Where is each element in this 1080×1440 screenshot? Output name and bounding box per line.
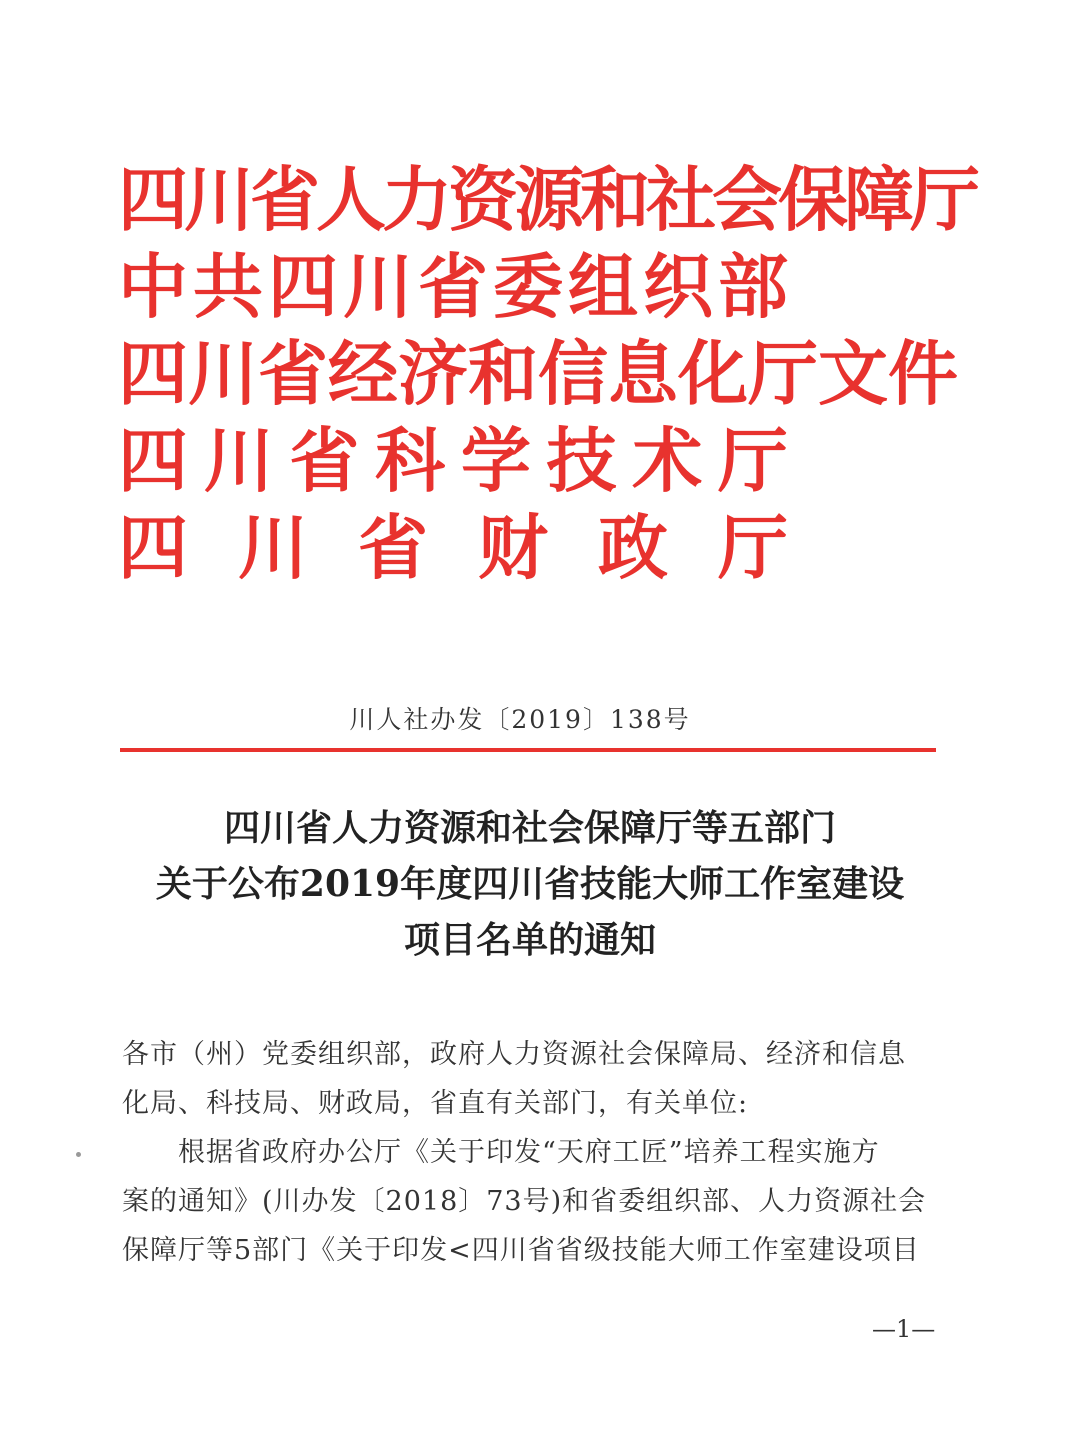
issuer-char: 和 <box>468 331 538 415</box>
issuer-char: 织 <box>643 244 713 328</box>
issuer-char: 化 <box>678 331 748 415</box>
title-line: 四川省人力资源和社会保障厅等五部门 <box>223 807 836 849</box>
page-number: —1— <box>872 1315 936 1343</box>
issuer-char: 省 <box>258 331 328 415</box>
issuer-char: 济 <box>398 331 468 415</box>
issuer-char: 四 <box>118 505 188 589</box>
issuer-char: 厅 <box>748 331 818 415</box>
issuer-char: 经 <box>328 331 398 415</box>
issuer-char: 川 <box>188 331 258 415</box>
issuer-char: 信 <box>538 331 608 415</box>
issuer-char: 文 <box>818 331 888 415</box>
issuer-char: 委 <box>493 244 563 328</box>
issuer-char: 中 <box>118 244 188 328</box>
issuer-char: 学 <box>460 418 531 502</box>
issuer-char: 川 <box>203 418 274 502</box>
issuer-char: 件 <box>888 331 958 415</box>
issuer-char: 四 <box>268 244 338 328</box>
issuer-char: 术 <box>632 418 703 502</box>
issuer-char: 共 <box>193 244 263 328</box>
document-number: 川人社办发〔2019〕138号 <box>349 705 691 734</box>
issuing-authorities-header <box>118 156 978 591</box>
issuer-char: 四 <box>118 331 188 415</box>
issuer-line-finance-dept <box>118 504 788 591</box>
issuer-char: 息 <box>608 331 678 415</box>
body-line-paragraph-cont: 保障厅等5部门《关于印发<四川省省级技能大师工作室建设项目 <box>122 1235 920 1266</box>
body-line-recipients: 各市（州）党委组织部，政府人力资源社会保障局、经济和信息 <box>122 1039 906 1070</box>
issuer-char: 省 <box>358 505 428 589</box>
scan-speck <box>76 1152 81 1157</box>
issuer-char: 科 <box>375 418 446 502</box>
issuer-char: 财 <box>478 505 548 589</box>
issuer-char: 技 <box>546 418 617 502</box>
issuer-line-economy-dept <box>118 330 958 417</box>
body-line-paragraph: 根据省政府办公厅《关于印发“天府工匠”培养工程实施方 <box>178 1137 880 1168</box>
body-line-paragraph-cont: 案的通知》(川办发〔2018〕73号)和省委组织部、人力资源社会 <box>122 1186 927 1217</box>
issuer-line-science-dept <box>118 417 788 504</box>
red-divider-line <box>120 748 936 752</box>
notice-title <box>110 800 950 968</box>
title-line: 项目名单的通知 <box>403 919 656 961</box>
title-line: 关于公布2019年度四川省技能大师工作室建设 <box>155 863 905 905</box>
issuer-line-organization-dept <box>118 243 788 330</box>
issuer-char: 组 <box>568 244 638 328</box>
issuer-char: 部 <box>718 244 788 328</box>
issuer-char: 川 <box>343 244 413 328</box>
issuer-char: 政 <box>598 505 668 589</box>
issuer-char: 川 <box>238 505 308 589</box>
issuer-char: 厅 <box>718 505 788 589</box>
issuer-char: 四 <box>118 418 188 502</box>
issuer-char: 省 <box>418 244 488 328</box>
issuer-char: 厅 <box>717 418 788 502</box>
issuer-line-hrss: 四川省人力资源和社会保障厅 <box>118 157 976 241</box>
notice-body <box>122 1030 937 1275</box>
issuer-char: 省 <box>289 418 360 502</box>
body-line-recipients-cont: 化局、科技局、财政局，省直有关部门，有关单位: <box>122 1088 749 1119</box>
